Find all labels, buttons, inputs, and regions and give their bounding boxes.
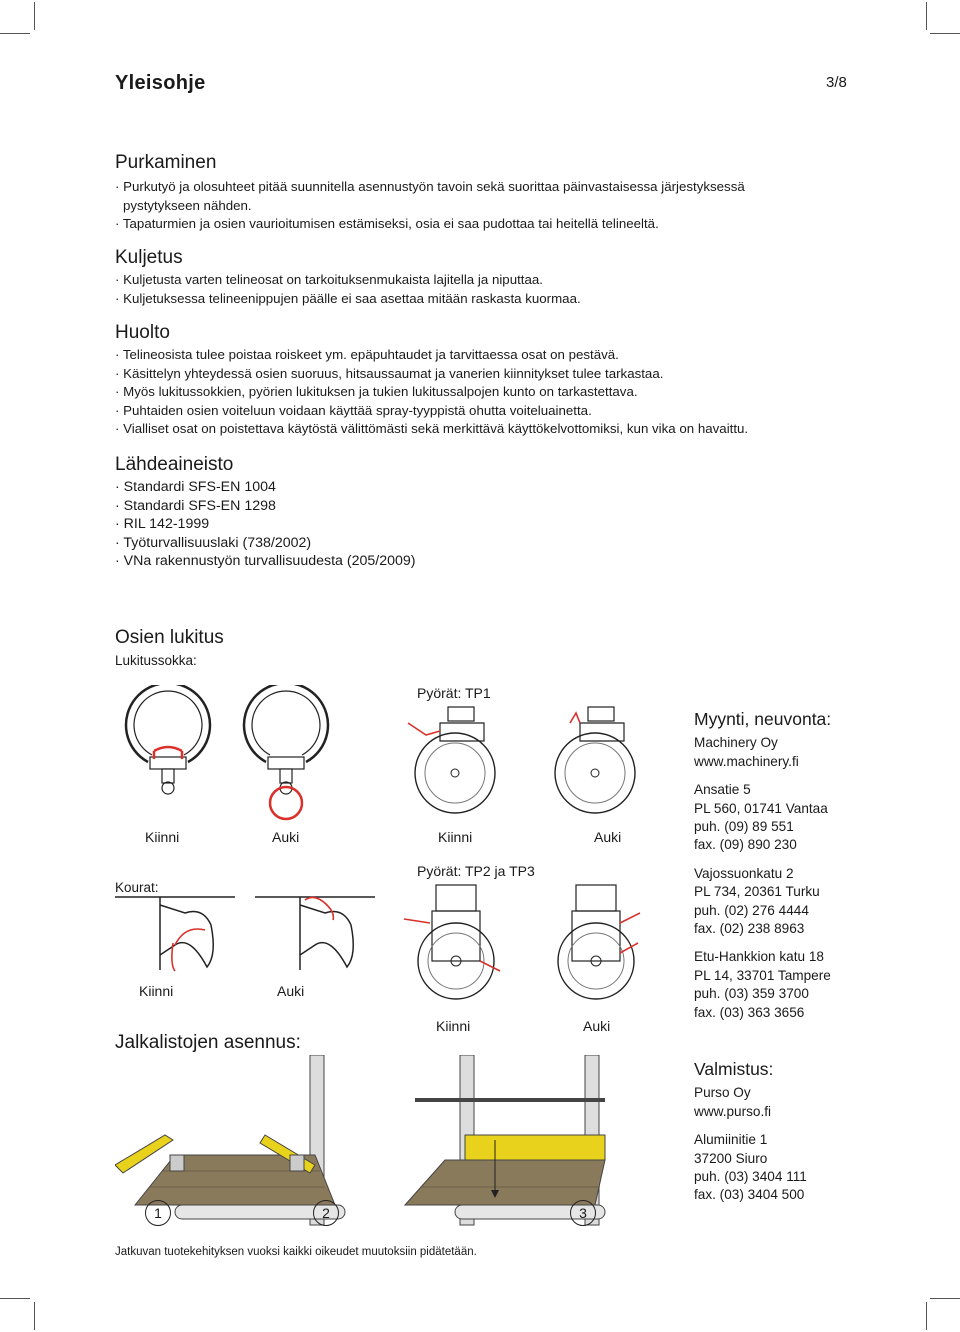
list-item: · Puhtaiden osien voiteluun voidaan käyttää spray-tyyppistä ohutta voiteluainetta. — [115, 402, 815, 421]
list-item: · Standardi SFS-EN 1298 — [115, 497, 815, 516]
list-item: · Kuljetusta varten telineosat on tarkoituksenmukaista lajitella ja niputtaa. — [115, 271, 815, 290]
lahdeaineisto-list — [115, 478, 815, 571]
wheels-tp1-label: Pyörät: TP1 — [417, 685, 491, 701]
step-3-badge: 3 — [570, 1200, 596, 1226]
wheels-tp2-tp3-label: Pyörät: TP2 ja TP3 — [417, 863, 535, 879]
hook-open-illustration — [255, 895, 395, 975]
crop-mark — [34, 1302, 35, 1330]
wheel-tp1-closed-label: Kiinni — [438, 829, 473, 845]
wheel-tp1-open-label: Auki — [594, 829, 622, 845]
section-heading-osien-lukitus: Osien lukitus — [115, 627, 224, 648]
document-title: Yleisohje — [115, 72, 206, 94]
list-item: · Telineosista tulee poistaa roiskeet ym. epäpuhtaudet ja tarvittaessa osat on pestävä. — [115, 346, 815, 365]
list-item: · VNa rakennustyön turvallisuudesta (205/2009) — [115, 552, 815, 571]
hook-closed-label: Kiinni — [139, 983, 174, 999]
lock-pin-closed-label: Kiinni — [145, 829, 180, 845]
list-item: · Käsittelyn yhteydessä osien suoruus, hitsaussaumat ja vanerien kiinnitykset tulee tarkastaa. — [115, 365, 815, 384]
wheel-tp1-open-illustration — [540, 705, 650, 825]
office-tampere — [694, 948, 831, 1022]
purkaminen-list — [115, 178, 815, 234]
manufacturer-website: www.purso.fi — [694, 1103, 772, 1119]
manufacturer-heading: Valmistus: — [694, 1059, 774, 1079]
section-heading-huolto: Huolto — [115, 322, 170, 343]
crop-mark — [926, 2, 927, 30]
lukitussokka-label: Lukitussokka: — [115, 653, 197, 668]
crop-mark — [930, 1298, 960, 1299]
wheel-tp2-closed-illustration — [400, 883, 510, 1013]
office-vantaa — [694, 781, 831, 855]
address-line: Ansatie 5 — [694, 782, 751, 798]
crop-mark — [930, 33, 960, 34]
list-item: · Tapaturmien ja osien vaurioitumisen estämiseksi, osia ei saa pudottaa tai heitellä telineeltä. — [115, 215, 815, 234]
company-name: Machinery Oy — [694, 735, 778, 751]
manufacturer-company — [694, 1084, 807, 1121]
crop-mark — [0, 1298, 30, 1299]
phone-line: puh. (09) 89 551 — [694, 819, 794, 835]
kuljetus-list — [115, 271, 815, 308]
address-line: PL 14, 33701 Tampere — [694, 967, 831, 983]
toeboard-installation-illustration — [115, 1055, 615, 1230]
fax-line: fax. (03) 3404 500 — [694, 1187, 805, 1203]
address-line: 37200 Siuro — [694, 1150, 768, 1166]
address-line: PL 734, 20361 Turku — [694, 884, 820, 900]
crop-mark — [926, 1302, 927, 1330]
huolto-list — [115, 346, 815, 439]
contact-manufacturer — [694, 1060, 807, 1215]
wheel-tp2-open-illustration — [540, 883, 650, 1013]
section-heading-lahdeaineisto: Lähdeaineisto — [115, 454, 234, 475]
wheel-tp2-open-label: Auki — [583, 1018, 611, 1034]
list-item: · Myös lukitussokkien, pyörien lukituksen ja tukien lukitussalpojen kunto on tarkastettava. — [115, 383, 815, 402]
footer-note: Jatkuvan tuotekehityksen vuoksi kaikki oikeudet muutoksiin pidätetään. — [115, 1246, 477, 1258]
phone-line: puh. (02) 276 4444 — [694, 902, 809, 918]
section-heading-kuljetus: Kuljetus — [115, 247, 183, 268]
lock-pin-open-label: Auki — [272, 829, 300, 845]
address-line: Alumiinitie 1 — [694, 1132, 768, 1148]
kourat-label: Kourat: — [115, 880, 159, 895]
address-line: PL 560, 01741 Vantaa — [694, 800, 828, 816]
office-turku — [694, 865, 831, 939]
fax-line: fax. (09) 890 230 — [694, 837, 797, 853]
section-heading-jalkalistat: Jalkalistojen asennus: — [115, 1032, 301, 1053]
address-line: Etu-Hankkion katu 18 — [694, 949, 824, 965]
fax-line: fax. (02) 238 8963 — [694, 921, 805, 937]
page-number: 3/8 — [826, 74, 847, 91]
manufacturer-name: Purso Oy — [694, 1085, 751, 1101]
phone-line: puh. (03) 359 3700 — [694, 986, 809, 1002]
list-item: · Kuljetuksessa telineenippujen päälle ei saa asettaa mitään raskasta kuormaa. — [115, 290, 815, 309]
fax-line: fax. (03) 363 3656 — [694, 1004, 805, 1020]
sales-company — [694, 734, 831, 771]
section-heading-purkaminen: Purkaminen — [115, 152, 217, 173]
sales-heading: Myynti, neuvonta: — [694, 709, 832, 729]
step-1-badge: 1 — [145, 1200, 171, 1226]
crop-mark — [0, 33, 30, 34]
hook-open-label: Auki — [277, 983, 305, 999]
address-line: Vajossuonkatu 2 — [694, 865, 794, 881]
list-item: · RIL 142-1999 — [115, 515, 815, 534]
office-siuro — [694, 1131, 807, 1205]
company-website: www.machinery.fi — [694, 753, 799, 769]
step-2-badge: 2 — [313, 1200, 339, 1226]
phone-line: puh. (03) 3404 111 — [694, 1169, 807, 1185]
list-item-continuation: pystytykseen nähden. — [123, 197, 252, 213]
crop-mark — [34, 2, 35, 30]
list-item: · Työturvallisuuslaki (738/2002) — [115, 534, 815, 553]
list-item: · Standardi SFS-EN 1004 — [115, 478, 815, 497]
wheel-tp1-closed-illustration — [400, 705, 510, 825]
lock-pin-closed-illustration — [118, 685, 218, 810]
wheel-tp2-closed-label: Kiinni — [436, 1018, 471, 1034]
list-item: · Purkutyö ja olosuhteet pitää suunnitella asennustyön tavoin sekä suorittaa päinvastaisessa järjestyksessä — [115, 178, 815, 197]
hook-closed-illustration — [115, 895, 255, 975]
contact-sales — [694, 710, 831, 1032]
lock-pin-open-illustration — [236, 685, 336, 825]
list-item: · Vialliset osat on poistettava käytöstä välittömästi sekä merkittävä käyttökelvottomiksi, kun vika on havaittu. — [115, 420, 815, 439]
